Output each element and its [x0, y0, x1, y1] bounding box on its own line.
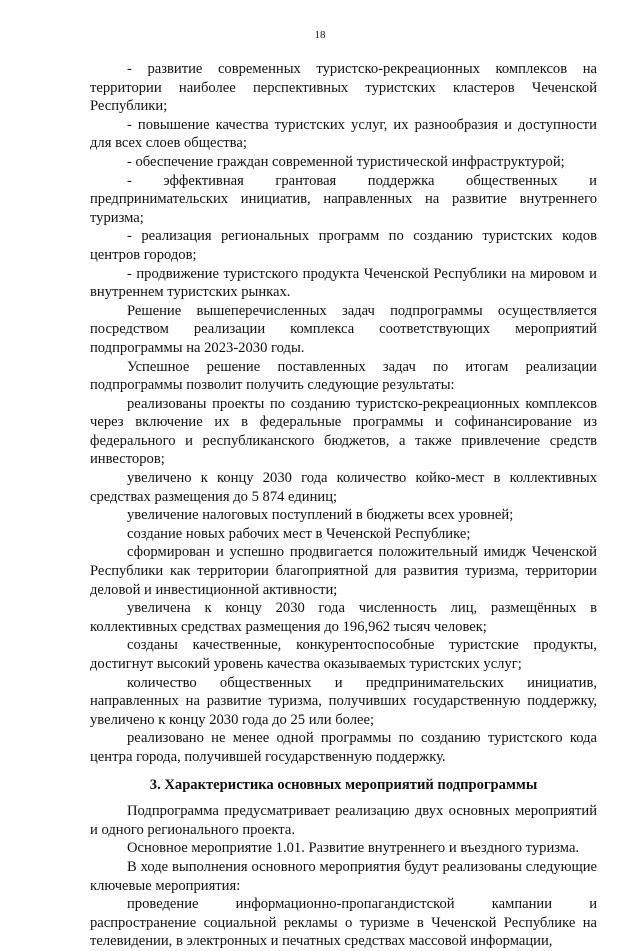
document-body — [90, 60, 597, 951]
paragraph: создание новых рабочих мест в Чеченской Республике; — [127, 525, 471, 542]
paragraph: увеличена к концу 2030 года численность лиц, размещённых в коллективных средствах размещения до 196,962 тысяч человек; — [90, 600, 597, 635]
paragraph: - продвижение туристского продукта Чеченской Республики на мировом и внутреннем туристских рынках. — [90, 265, 597, 301]
paragraph: реализованы проекты по созданию туристско-рекреационных комплексов через включение их в федеральные программы и софинансирование из федерального и республиканского бюджетов, а также привлечение средств инвесторов; — [90, 395, 597, 468]
paragraph: сформирован и успешно продвигается положительный имидж Чеченской Республики как территории благоприятной для развития туризма, территории деловой и инвестиционной активности; — [90, 544, 597, 598]
paragraph: увеличено к концу 2030 года количество койко-мест в коллективных средствах размещения до 5 874 единиц; — [90, 470, 597, 505]
paragraph: Основное мероприятие 1.01. Развитие внутреннего и въездного туризма. — [127, 840, 580, 857]
paragraph: количество общественных и предпринимательских инициатив, направленных на развитие туризма, получивших государственную поддержку, увеличено к концу 2030 года до 25 или более; — [90, 674, 597, 728]
paragraph: В ходе выполнения основного мероприятия будут реализованы следующие ключевые мероприятия: — [90, 858, 597, 894]
paragraph: - обеспечение граждан современной туристической инфраструктурой; — [127, 153, 565, 170]
paragraph: - эффективная грантовая поддержка общественных и предпринимательских инициатив, направленных на развитие внутреннего туризма; — [90, 172, 597, 226]
paragraph: Решение вышеперечисленных задач подпрограммы осуществляется посредством реализации комплекса соответствующих мероприятий подпрограммы на 2023-2030 годы. — [90, 302, 597, 356]
paragraph: Успешное решение поставленных задач по итогам реализации подпрограммы позволит получить следующие результаты: — [90, 358, 597, 394]
paragraph: - повышение качества туристских услуг, их разнообразия и доступности для всех слоев общества; — [90, 116, 597, 152]
paragraph: созданы качественные, конкурентоспособные туристские продукты, достигнут высокий уровень качества оказываемых туристских услуг; — [90, 637, 597, 672]
paragraph: увеличение налоговых поступлений в бюджеты всех уровней; — [127, 507, 514, 524]
paragraph: Подпрограмма предусматривает реализацию двух основных мероприятий и одного регионального проекта. — [90, 803, 597, 838]
page-number: 18 — [314, 29, 326, 41]
paragraph: - реализация региональных программ по созданию туристских кодов центров городов; — [90, 228, 597, 263]
section-heading: 3. Характеристика основных мероприятий подпрограммы — [149, 776, 538, 793]
paragraph: реализовано не менее одной программы по созданию туристского кода центра города, получившей государственную поддержку. — [90, 730, 597, 765]
paragraph: - развитие современных туристско-рекреационных комплексов на территории наиболее перспективных туристских кластеров Чеченской Республики; — [90, 61, 597, 115]
paragraph: проведение информационно-пропагандистской кампании и распространение социальной рекламы о туризме в Чеченской Республике на телевидении, в электронных и печатных средствах массовой информации, — [90, 896, 597, 950]
